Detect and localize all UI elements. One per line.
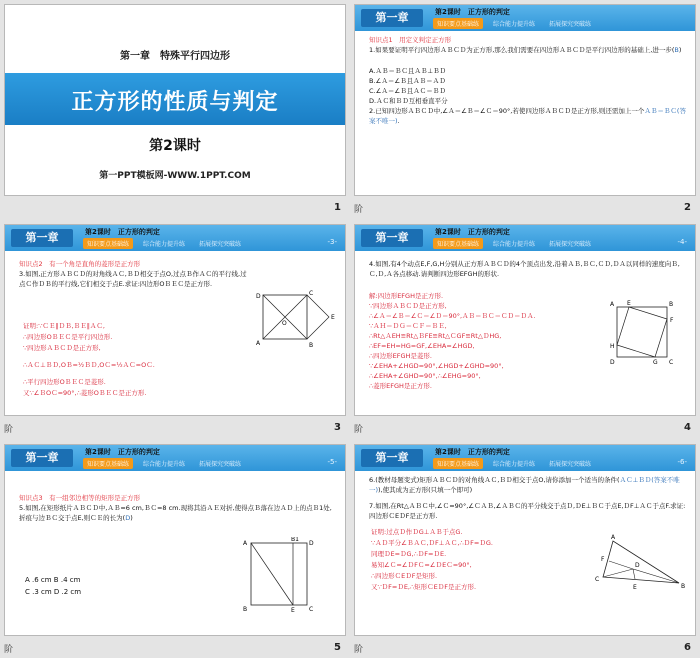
slide-5[interactable] bbox=[4, 444, 346, 636]
segment-df bbox=[609, 561, 633, 569]
proof-line: 又∵∠ＢOＣ=90°,∴菱形OＢＥＣ是正方形. bbox=[23, 389, 147, 397]
label-b: B bbox=[243, 606, 248, 613]
label-h: H bbox=[610, 343, 615, 350]
slide-title: 正方形的性质与判定 bbox=[71, 90, 279, 115]
question-2-answer: ＡＢ＝ＢＣ(答案不唯一) bbox=[369, 107, 686, 125]
label-c: C bbox=[669, 359, 674, 365]
tab-basic[interactable]: 知识要点基础练 bbox=[433, 18, 483, 29]
label-c: C bbox=[309, 290, 314, 297]
tab-comprehensive[interactable]: 综合能力提升练 bbox=[493, 461, 536, 468]
chapter-badge: 第一章 bbox=[11, 229, 73, 247]
proof-line: 解:四边形EFGH是正方形. bbox=[369, 292, 444, 300]
label-a: A bbox=[256, 340, 261, 347]
proof-line: ∴四边形ＣEＤF是矩形. bbox=[371, 572, 438, 580]
question-6-text: 6.(教材母题变式)矩形ＡＢＣＤ的对角线ＡＣ,ＢＤ相交于点O,请你添加一个适当的条件( bbox=[369, 476, 620, 484]
question-5-text: 5.如图,在矩形纸片ＡＢＣＤ中,ＡＢ=6 cm,ＢＣ=8 cm.现将其沿ＡＥ对折,使得点Ｂ落在边ＡＤ上的点Ｂ1处,折痕与边ＢＣ交于点E,则ＣＥ的长为( bbox=[19, 504, 332, 522]
tab-basic[interactable]: 知识要点基础练 bbox=[83, 238, 133, 249]
triangle-abc bbox=[603, 541, 679, 583]
tab-extension[interactable]: 拓展探究突破练 bbox=[199, 241, 242, 248]
proof-line: 同理ＤE=ＤG,∴ＤF=ＤE. bbox=[371, 550, 447, 558]
label-a: A bbox=[243, 540, 248, 547]
question-1-answer: B bbox=[674, 46, 679, 54]
tab-extension[interactable]: 拓展探究突破练 bbox=[549, 241, 592, 248]
label-e: E bbox=[291, 607, 295, 613]
label-a: A bbox=[610, 301, 615, 308]
slide-1[interactable] bbox=[4, 4, 346, 196]
proof-line: ∴Rt△ＡEH≌Rt△ＢFE≌Rt△ＣGF≌Rt△ＤHG, bbox=[369, 332, 502, 340]
slide-6[interactable] bbox=[354, 444, 696, 636]
option-a: A.ＡＢ＝ＢＣ且ＡＢ⊥ＢＤ bbox=[369, 67, 447, 75]
page-indicator: -4- bbox=[677, 238, 687, 246]
question-7: 7.如图,在Rt△ＡＢＣ中,∠Ｃ=90°,∠ＣＡＢ,∠ＡＢＣ的平分线交于点Ｄ,ＤE⊥ＢＣ于点E,ＤF⊥ＡＣ于点F.求证:四边形ＣEＤF是正方形. bbox=[369, 502, 686, 520]
rectangle-diagram bbox=[239, 537, 317, 613]
square-diagram bbox=[609, 299, 677, 365]
label-b: B bbox=[681, 583, 686, 590]
segment-de bbox=[633, 569, 635, 579]
label-e: E bbox=[331, 314, 335, 321]
tab-extension[interactable]: 拓展探究突破练 bbox=[549, 461, 592, 468]
question-1-text: 1.如果要证明平行四边形ＡＢＣＤ为正方形,那么我们需要在四边形ＡＢＣＤ是平行四边形的基础上,进一步( bbox=[369, 46, 675, 54]
slide-number-2: 2 bbox=[684, 202, 691, 213]
lesson-title: 第2课时 正方形的判定 bbox=[435, 8, 510, 16]
label-b: B bbox=[669, 301, 674, 308]
question-1 bbox=[369, 45, 687, 55]
options-row-1: A .6 cm B .4 cm bbox=[25, 576, 81, 584]
slide-header bbox=[5, 445, 345, 471]
tab-bar bbox=[433, 458, 595, 469]
question-4: 4.如图,有4个动点E,F,G,H分别从正方形ＡＢＣＤ的4个顶点出发,沿着ＡＢ,ＢＣ,ＣＤ,ＤＡ以同样的速度向Ｂ,Ｃ,Ｄ,Ａ各点移动.请判断四边形EFGH的形状. bbox=[369, 260, 680, 278]
lesson-label: 第2课时 bbox=[149, 138, 201, 154]
label-f: F bbox=[670, 317, 674, 324]
label-f: F bbox=[601, 556, 605, 563]
lesson-title: 第2课时 正方形的判定 bbox=[85, 228, 160, 236]
label-c: C bbox=[309, 606, 314, 613]
lesson-title: 第2课时 正方形的判定 bbox=[435, 228, 510, 236]
chapter-badge: 第一章 bbox=[361, 229, 423, 247]
tab-bar bbox=[83, 238, 245, 249]
lesson-title: 第2课时 正方形的判定 bbox=[85, 448, 160, 456]
options-row-2: C .3 cm D .2 cm bbox=[25, 588, 82, 596]
question-5-end: ) bbox=[130, 514, 133, 522]
slide-header bbox=[355, 225, 695, 251]
question-5-answer: D bbox=[125, 514, 131, 522]
tab-comprehensive[interactable]: 综合能力提升练 bbox=[493, 241, 536, 248]
knowledge-point: 知识点2 有一个角是直角的菱形是正方形 bbox=[19, 260, 141, 268]
label-g: G bbox=[653, 359, 658, 365]
label-d: D bbox=[610, 359, 615, 365]
question-3: 3.如图,正方形ＡＢＣＤ的对角线ＡＣ,ＢＤ相交于点O,过点Ｂ作ＡＣ的平行线,过点Ｃ作ＤＢ的平行线,它们相交于点E.求证:四边形OＢＥＣ是正方形. bbox=[19, 270, 247, 288]
proof-line: 证明:∵ＣＥ∥ＤＢ,ＢＥ∥ＡＣ, bbox=[23, 322, 105, 330]
slide-number-6: 6 bbox=[684, 642, 691, 653]
question-2-end: . bbox=[397, 117, 400, 125]
slide-header bbox=[355, 445, 695, 471]
proof-line: 又∵ＤF=ＤE,∴矩形ＣEＤF是正方形. bbox=[371, 583, 477, 591]
page-indicator: -5- bbox=[327, 458, 337, 466]
question-6 bbox=[369, 475, 687, 495]
slide-2[interactable] bbox=[354, 4, 696, 196]
slide-4[interactable] bbox=[354, 224, 696, 416]
tab-basic[interactable]: 知识要点基础练 bbox=[433, 458, 483, 469]
panel-label: 阶 bbox=[4, 645, 14, 655]
question-6-end: ),使其成为正方形(只填一个即可) bbox=[378, 486, 473, 494]
slide-header bbox=[355, 5, 695, 31]
knowledge-point: 知识点1 用定义判定正方形 bbox=[369, 36, 452, 44]
slide-number-5: 5 bbox=[334, 642, 341, 653]
panel-label: 阶 bbox=[354, 205, 364, 215]
proof-line: ∴四边形EFGH是菱形. bbox=[369, 352, 432, 360]
panel-label: 阶 bbox=[4, 425, 14, 435]
page-indicator: -6- bbox=[677, 458, 687, 466]
knowledge-point: 知识点3 有一组邻边相等的矩形是正方形 bbox=[19, 494, 141, 502]
proof-line: ∵ＡＨ＝ＤＧ＝ＣＦ＝ＢＥ, bbox=[369, 322, 447, 330]
label-e: E bbox=[627, 300, 631, 307]
proof-line: ∵四边形ＡＢＣＤ是正方形, bbox=[369, 302, 447, 310]
tab-bar bbox=[83, 458, 245, 469]
label-c: C bbox=[595, 576, 600, 583]
label-a: A bbox=[611, 534, 616, 541]
proof-line: ∴∠Ａ＝∠Ｂ＝∠Ｃ＝∠Ｄ＝90°,ＡＢ＝ＢＣ＝ＣＤ＝ＤＡ. bbox=[369, 312, 536, 320]
proof-line: ∴菱形EFGH是正方形. bbox=[369, 382, 432, 390]
label-b1: B1 bbox=[291, 537, 299, 543]
slide-header bbox=[5, 225, 345, 251]
label-e: E bbox=[633, 584, 637, 591]
tab-extension[interactable]: 拓展探究突破练 bbox=[549, 21, 592, 28]
tab-bar bbox=[433, 18, 595, 29]
proof-line: ∴平行四边形OＢＥＣ是菱形. bbox=[23, 378, 106, 386]
tab-basic[interactable]: 知识要点基础练 bbox=[433, 238, 483, 249]
square-efgh bbox=[617, 307, 667, 357]
slide-number-1: 1 bbox=[334, 202, 341, 213]
site-label: 第一PPT模板网-WWW.1PPT.COM bbox=[99, 171, 251, 181]
label-d: D bbox=[635, 562, 640, 569]
proof-line: ∴∠EHA+∠GHD=90°,∴∠EHG=90°, bbox=[369, 372, 481, 380]
proof-line: ∵四边形ＡＢＣＤ是正方形, bbox=[23, 344, 101, 352]
slide-3[interactable] bbox=[4, 224, 346, 416]
proof-line: 易知∠Ｃ=∠ＤFＣ=∠ＤEＣ=90°, bbox=[371, 561, 472, 569]
lesson-title: 第2课时 正方形的判定 bbox=[435, 448, 510, 456]
rectangle-abcd bbox=[251, 543, 307, 605]
bisector-ad bbox=[603, 569, 633, 577]
panel-label: 阶 bbox=[354, 645, 364, 655]
slide-number-4: 4 bbox=[684, 422, 691, 433]
label-b: B bbox=[309, 342, 314, 349]
proof-line: ∵ＡＤ平分∠ＢＡＣ,ＤF⊥ＡＣ,∴ＤF=ＤG. bbox=[371, 539, 493, 547]
question-6-answer: ＡＣ⊥ＢＤ(答案不唯一) bbox=[369, 476, 680, 494]
square-diagram bbox=[249, 289, 339, 351]
tab-comprehensive[interactable]: 综合能力提升练 bbox=[493, 21, 536, 28]
proof-line: ∵∠EHA+∠HGD=90°,∠HGD+∠GHD=90°, bbox=[369, 362, 504, 370]
tab-comprehensive[interactable]: 综合能力提升练 bbox=[143, 241, 186, 248]
question-2-text: 2.已知四边形ＡＢＣＤ中,∠Ａ＝∠Ｂ＝∠Ｃ＝90°,若使四边形ＡＢＣＤ是正方形,则还需加上一个 bbox=[369, 107, 645, 115]
chapter-heading: 第一章 特殊平行四边形 bbox=[120, 51, 230, 62]
label-o: O bbox=[282, 320, 287, 327]
tab-comprehensive[interactable]: 综合能力提升练 bbox=[143, 461, 186, 468]
page-indicator: -3- bbox=[327, 238, 337, 246]
label-d: D bbox=[256, 293, 261, 300]
option-c: C.∠Ａ＝∠Ｂ且ＡＣ＝ＢＤ bbox=[369, 87, 446, 95]
panel-label: 阶 bbox=[354, 425, 364, 435]
proof-line: 证明:过点Ｄ作ＤG⊥ＡＢ于点G. bbox=[371, 528, 463, 536]
option-d: D.ＡＣ和ＢＤ互相垂直平分 bbox=[369, 97, 448, 105]
chapter-badge: 第一章 bbox=[361, 9, 423, 27]
proof-line: ∴ＡＣ⊥ＢＤ,OＢ=½ＢＤ,OＣ=½ＡＣ=OＣ. bbox=[23, 361, 155, 369]
lines-be-ce bbox=[307, 295, 329, 339]
proof-line: ∴EF=EH=HG=GF,∠EHA=∠HGD, bbox=[369, 342, 475, 350]
triangle-diagram bbox=[593, 533, 689, 591]
proof-line: ∴四边形OＢＥＣ是平行四边形. bbox=[23, 333, 113, 341]
chapter-badge: 第一章 bbox=[11, 449, 73, 467]
slide-number-3: 3 bbox=[334, 422, 341, 433]
square-abcd bbox=[617, 307, 667, 357]
label-d: D bbox=[309, 540, 314, 547]
fold-line-ae bbox=[251, 543, 293, 605]
option-b: B.∠Ａ＝∠Ｂ且ＡＢ＝ＡＤ bbox=[369, 77, 446, 85]
question-5 bbox=[19, 503, 337, 523]
question-1-end: ) bbox=[678, 46, 682, 54]
tab-basic[interactable]: 知识要点基础练 bbox=[83, 458, 133, 469]
chapter-badge: 第一章 bbox=[361, 449, 423, 467]
tab-extension[interactable]: 拓展探究突破练 bbox=[199, 461, 242, 468]
question-2 bbox=[369, 106, 687, 126]
tab-bar bbox=[433, 238, 595, 249]
